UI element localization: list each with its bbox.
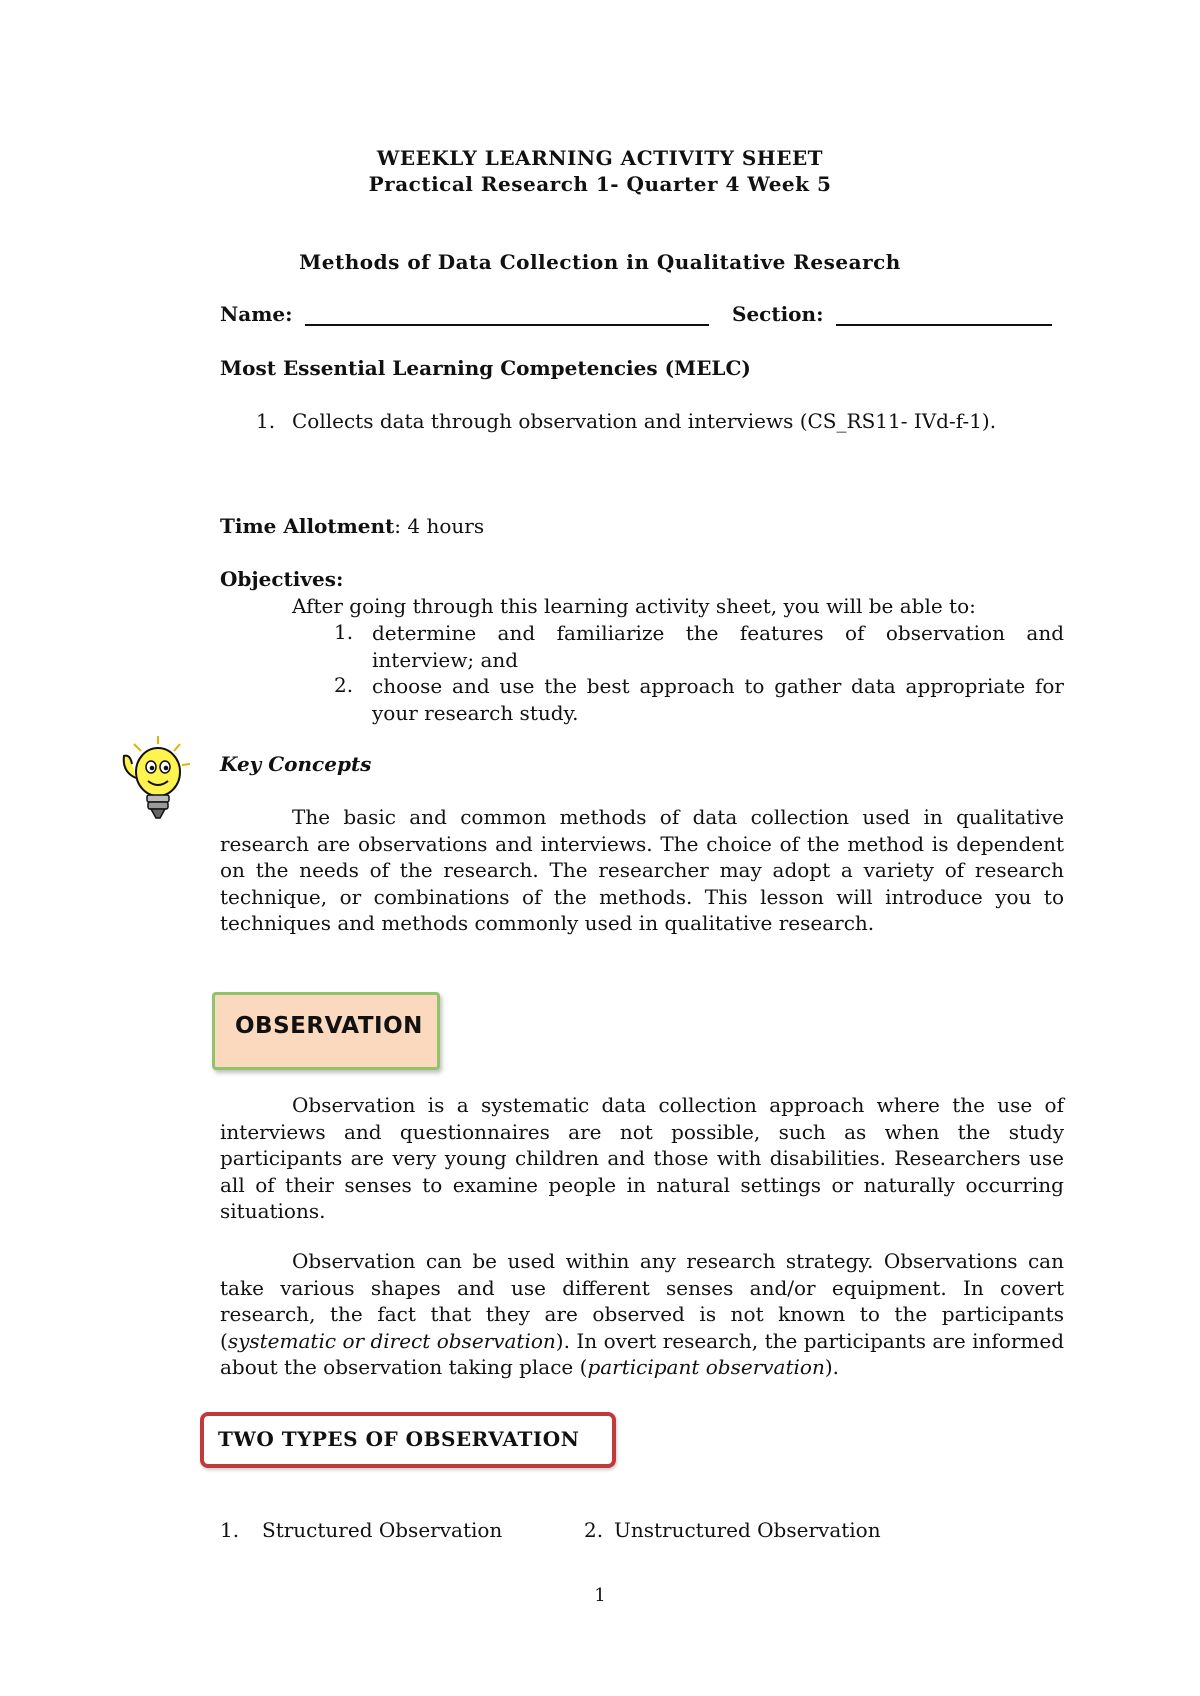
objectives-heading: Objectives:	[220, 567, 344, 591]
time-allotment	[220, 514, 484, 538]
para2-emphasis-1: systematic or direct observation	[227, 1328, 556, 1353]
two-types-banner-label: TWO TYPES OF OBSERVATION	[218, 1427, 580, 1451]
type-1-number: 1.	[220, 1518, 240, 1542]
sheet-title: WEEKLY LEARNING ACTIVITY SHEET	[376, 146, 824, 170]
key-concepts-paragraph: The basic and common methods of data collection used in qualitative research are observations and interviews. The choice of the method is dependent on the needs of the research. The researcher may adopt a variety of research technique, or combinations of the methods. This lesson will introduce you to techniques and methods commonly used in qualitative research.	[220, 805, 1064, 935]
para2-text-b: ). In overt research, the participants are informed about the observation taking place (	[220, 1328, 1065, 1379]
sheet-subtitle: Practical Research 1- Quarter 4 Week 5	[368, 172, 832, 196]
objective-2-number: 2.	[334, 673, 354, 697]
objective-1-number: 1.	[334, 620, 354, 644]
lesson-topic: Methods of Data Collection in Qualitative Research	[299, 250, 901, 274]
time-value: : 4 hours	[394, 514, 485, 538]
objectives-intro: After going through this learning activity sheet, you will be able to:	[292, 594, 976, 618]
melc-heading: Most Essential Learning Competencies (MELC)	[220, 356, 751, 380]
lightbulb-icon	[114, 734, 198, 824]
objective-1-text: determine and familiarize the features of observation and interview; and	[372, 621, 1064, 672]
objective-2-text: choose and use the best approach to gather data appropriate for your research study.	[372, 674, 1064, 725]
section-label: Section:	[732, 302, 824, 326]
page-number: 1	[594, 1585, 606, 1606]
name-blank[interactable]	[305, 304, 709, 326]
observation-banner	[212, 992, 440, 1070]
key-concepts-heading: Key Concepts	[220, 752, 372, 776]
observation-paragraph-2	[220, 1248, 1064, 1381]
para2-emphasis-2: participant observation	[587, 1355, 825, 1379]
type-1-text: Structured Observation	[262, 1518, 503, 1542]
melc-item-number: 1.	[256, 409, 276, 433]
melc-item-text: Collects data through observation and interviews (CS_RS11- IVd-f-1).	[292, 409, 997, 433]
type-2-number: 2.	[584, 1518, 604, 1542]
time-label: Time Allotment	[220, 514, 395, 538]
name-label: Name:	[220, 302, 293, 326]
observation-banner-label: OBSERVATION	[235, 1013, 423, 1039]
type-2-text: Unstructured Observation	[614, 1518, 881, 1542]
section-blank[interactable]	[836, 304, 1052, 326]
para2-text-c: ).	[824, 1355, 840, 1379]
two-types-banner	[200, 1412, 616, 1468]
para2-text-a: Observation can be used within any research strategy. Observations can take various shapes and use different senses and/or equipment. In covert research, the fact that they are observed is not known to the participants (	[220, 1249, 1064, 1353]
observation-paragraph-1: Observation is a systematic data collection approach where the use of interviews and questionnaires are not possible, such as when the study participants are very young children and those with disabilities. Researchers use all of their senses to examine people in natural settings or naturally occurring situations.	[220, 1093, 1064, 1223]
section-field[interactable]	[732, 302, 1052, 326]
name-field[interactable]	[220, 302, 709, 326]
